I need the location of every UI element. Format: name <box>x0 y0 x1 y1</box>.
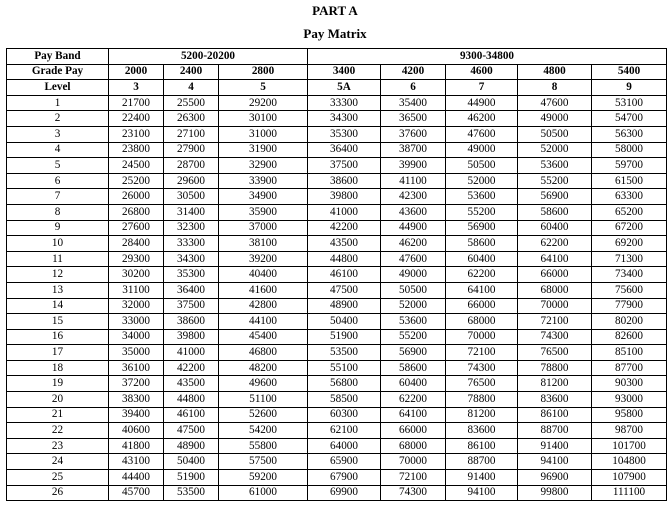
pay-cell: 93000 <box>592 392 667 408</box>
pay-cell: 42800 <box>219 298 308 314</box>
pay-cell: 58600 <box>518 204 592 220</box>
pay-band-header-2: 9300-34800 <box>308 49 667 65</box>
table-row <box>7 360 667 376</box>
pay-cell: 23100 <box>109 126 164 142</box>
table-row <box>7 329 667 345</box>
pay-cell: 101700 <box>592 438 667 454</box>
pay-cell: 24500 <box>109 158 164 174</box>
table-row <box>7 236 667 252</box>
pay-cell: 56900 <box>446 220 518 236</box>
pay-cell: 49000 <box>381 267 446 283</box>
pay-cell: 60400 <box>381 376 446 392</box>
table-row <box>7 204 667 220</box>
pay-cell: 50400 <box>308 314 381 330</box>
pay-cell: 44900 <box>381 220 446 236</box>
pay-cell: 36100 <box>109 360 164 376</box>
pay-cell: 44400 <box>109 470 164 486</box>
pay-cell: 50500 <box>446 158 518 174</box>
pay-cell: 61500 <box>592 173 667 189</box>
level-row <box>7 80 667 96</box>
pay-cell: 69900 <box>308 485 381 501</box>
pay-cell: 33000 <box>109 314 164 330</box>
pay-cell: 58600 <box>381 360 446 376</box>
pay-cell: 26000 <box>109 189 164 205</box>
level-header: 5 <box>219 80 308 96</box>
row-index-cell: 14 <box>7 298 109 314</box>
pay-cell: 62200 <box>381 392 446 408</box>
row-index-cell: 6 <box>7 173 109 189</box>
pay-cell: 66000 <box>518 267 592 283</box>
row-index-cell: 7 <box>7 189 109 205</box>
pay-cell: 53600 <box>518 158 592 174</box>
pay-cell: 49000 <box>446 142 518 158</box>
pay-cell: 35300 <box>164 267 219 283</box>
pay-cell: 42200 <box>308 220 381 236</box>
table-row <box>7 454 667 470</box>
pay-band-label: Pay Band <box>7 49 109 65</box>
pay-cell: 48900 <box>308 298 381 314</box>
pay-cell: 43100 <box>109 454 164 470</box>
table-row <box>7 485 667 501</box>
pay-cell: 91400 <box>518 438 592 454</box>
pay-cell: 28700 <box>164 158 219 174</box>
table-row <box>7 251 667 267</box>
pay-cell: 36400 <box>164 282 219 298</box>
pay-cell: 36500 <box>381 111 446 127</box>
pay-cell: 33900 <box>219 173 308 189</box>
pay-cell: 66000 <box>446 298 518 314</box>
pay-cell: 64100 <box>518 251 592 267</box>
row-index-cell: 1 <box>7 95 109 111</box>
pay-cell: 88700 <box>518 423 592 439</box>
pay-cell: 80200 <box>592 314 667 330</box>
level-header: 9 <box>592 80 667 96</box>
pay-cell: 44800 <box>308 251 381 267</box>
row-index-cell: 4 <box>7 142 109 158</box>
pay-cell: 55200 <box>381 329 446 345</box>
pay-cell: 56900 <box>381 345 446 361</box>
pay-cell: 46100 <box>308 267 381 283</box>
pay-cell: 68000 <box>381 438 446 454</box>
pay-cell: 31400 <box>164 204 219 220</box>
pay-cell: 28400 <box>109 236 164 252</box>
pay-cell: 39900 <box>381 158 446 174</box>
pay-cell: 30100 <box>219 111 308 127</box>
pay-cell: 111100 <box>592 485 667 501</box>
pay-cell: 74300 <box>381 485 446 501</box>
pay-cell: 52600 <box>219 407 308 423</box>
pay-cell: 37600 <box>381 126 446 142</box>
pay-cell: 46100 <box>164 407 219 423</box>
pay-cell: 70000 <box>381 454 446 470</box>
row-index-cell: 22 <box>7 423 109 439</box>
pay-cell: 69200 <box>592 236 667 252</box>
pay-cell: 66000 <box>381 423 446 439</box>
row-index-cell: 2 <box>7 111 109 127</box>
pay-cell: 52000 <box>446 173 518 189</box>
pay-cell: 31900 <box>219 142 308 158</box>
pay-cell: 58000 <box>592 142 667 158</box>
pay-cell: 38300 <box>109 392 164 408</box>
grade-pay-header: 3400 <box>308 64 381 80</box>
pay-cell: 98700 <box>592 423 667 439</box>
pay-cell: 72100 <box>446 345 518 361</box>
pay-cell: 26800 <box>109 204 164 220</box>
row-index-cell: 12 <box>7 267 109 283</box>
pay-cell: 41000 <box>308 204 381 220</box>
pay-cell: 90300 <box>592 376 667 392</box>
pay-cell: 59700 <box>592 158 667 174</box>
pay-cell: 39400 <box>109 407 164 423</box>
table-row <box>7 282 667 298</box>
pay-cell: 42200 <box>164 360 219 376</box>
pay-cell: 56300 <box>592 126 667 142</box>
table-row <box>7 95 667 111</box>
table-row <box>7 314 667 330</box>
pay-cell: 49600 <box>219 376 308 392</box>
pay-cell: 56900 <box>518 189 592 205</box>
pay-cell: 76500 <box>446 376 518 392</box>
pay-cell: 55200 <box>446 204 518 220</box>
pay-cell: 44100 <box>219 314 308 330</box>
row-index-cell: 16 <box>7 329 109 345</box>
row-index-cell: 11 <box>7 251 109 267</box>
pay-matrix-table <box>6 48 667 501</box>
pay-cell: 95800 <box>592 407 667 423</box>
table-row <box>7 298 667 314</box>
grade-pay-header: 2400 <box>164 64 219 80</box>
pay-cell: 52000 <box>381 298 446 314</box>
pay-cell: 36400 <box>308 142 381 158</box>
pay-cell: 81200 <box>518 376 592 392</box>
pay-cell: 72100 <box>381 470 446 486</box>
pay-cell: 46200 <box>446 111 518 127</box>
table-row <box>7 423 667 439</box>
pay-cell: 44800 <box>164 392 219 408</box>
pay-matrix-body <box>7 95 667 500</box>
pay-cell: 41600 <box>219 282 308 298</box>
pay-cell: 51900 <box>164 470 219 486</box>
pay-cell: 77900 <box>592 298 667 314</box>
row-index-cell: 24 <box>7 454 109 470</box>
pay-cell: 33300 <box>308 95 381 111</box>
table-row <box>7 111 667 127</box>
row-index-cell: 9 <box>7 220 109 236</box>
pay-cell: 43500 <box>164 376 219 392</box>
pay-cell: 48900 <box>164 438 219 454</box>
level-header: 4 <box>164 80 219 96</box>
pay-cell: 37000 <box>219 220 308 236</box>
table-row <box>7 126 667 142</box>
pay-cell: 86100 <box>518 407 592 423</box>
table-row <box>7 142 667 158</box>
pay-cell: 67900 <box>308 470 381 486</box>
pay-cell: 53100 <box>592 95 667 111</box>
table-row <box>7 158 667 174</box>
pay-cell: 34300 <box>164 251 219 267</box>
pay-cell: 83600 <box>446 423 518 439</box>
pay-cell: 39800 <box>164 329 219 345</box>
grade-pay-header: 2000 <box>109 64 164 80</box>
table-row <box>7 220 667 236</box>
pay-cell: 27600 <box>109 220 164 236</box>
row-index-cell: 23 <box>7 438 109 454</box>
pay-cell: 63300 <box>592 189 667 205</box>
pay-cell: 55200 <box>518 173 592 189</box>
pay-cell: 55100 <box>308 360 381 376</box>
pay-cell: 49000 <box>518 111 592 127</box>
pay-cell: 50500 <box>518 126 592 142</box>
pay-cell: 64100 <box>446 282 518 298</box>
pay-cell: 35000 <box>109 345 164 361</box>
grade-pay-header: 5400 <box>592 64 667 80</box>
pay-cell: 35400 <box>381 95 446 111</box>
pay-cell: 72100 <box>518 314 592 330</box>
pay-cell: 48200 <box>219 360 308 376</box>
pay-cell: 43600 <box>381 204 446 220</box>
pay-cell: 62100 <box>308 423 381 439</box>
pay-cell: 32300 <box>164 220 219 236</box>
pay-cell: 65900 <box>308 454 381 470</box>
pay-cell: 70000 <box>518 298 592 314</box>
table-row <box>7 438 667 454</box>
pay-cell: 54200 <box>219 423 308 439</box>
level-header: 3 <box>109 80 164 96</box>
table-row <box>7 470 667 486</box>
level-header: 6 <box>381 80 446 96</box>
pay-cell: 81200 <box>446 407 518 423</box>
pay-cell: 27100 <box>164 126 219 142</box>
table-row <box>7 407 667 423</box>
pay-cell: 46200 <box>381 236 446 252</box>
pay-cell: 75600 <box>592 282 667 298</box>
pay-cell: 91400 <box>446 470 518 486</box>
pay-cell: 31100 <box>109 282 164 298</box>
pay-cell: 42300 <box>381 189 446 205</box>
pay-cell: 22400 <box>109 111 164 127</box>
pay-cell: 104800 <box>592 454 667 470</box>
pay-cell: 73400 <box>592 267 667 283</box>
pay-cell: 71300 <box>592 251 667 267</box>
table-row <box>7 345 667 361</box>
pay-cell: 37500 <box>308 158 381 174</box>
pay-cell: 29200 <box>219 95 308 111</box>
row-index-cell: 26 <box>7 485 109 501</box>
pay-cell: 53600 <box>446 189 518 205</box>
pay-band-header-1: 5200-20200 <box>109 49 308 65</box>
row-index-cell: 13 <box>7 282 109 298</box>
pay-cell: 37200 <box>109 376 164 392</box>
pay-cell: 33300 <box>164 236 219 252</box>
pay-cell: 41100 <box>381 173 446 189</box>
pay-cell: 47500 <box>164 423 219 439</box>
pay-cell: 30200 <box>109 267 164 283</box>
grade-pay-header: 4800 <box>518 64 592 80</box>
pay-cell: 60300 <box>308 407 381 423</box>
row-index-cell: 25 <box>7 470 109 486</box>
pay-cell: 34900 <box>219 189 308 205</box>
pay-cell: 41800 <box>109 438 164 454</box>
pay-cell: 94100 <box>518 454 592 470</box>
pay-cell: 45400 <box>219 329 308 345</box>
grade-pay-header: 4600 <box>446 64 518 80</box>
pay-cell: 68000 <box>446 314 518 330</box>
grade-pay-label: Grade Pay <box>7 64 109 80</box>
row-index-cell: 10 <box>7 236 109 252</box>
pay-cell: 26300 <box>164 111 219 127</box>
pay-cell: 60400 <box>446 251 518 267</box>
pay-cell: 34000 <box>109 329 164 345</box>
pay-cell: 96900 <box>518 470 592 486</box>
pay-cell: 27900 <box>164 142 219 158</box>
pay-cell: 46800 <box>219 345 308 361</box>
pay-cell: 47600 <box>518 95 592 111</box>
row-index-cell: 21 <box>7 407 109 423</box>
pay-cell: 41000 <box>164 345 219 361</box>
pay-cell: 74300 <box>446 360 518 376</box>
pay-cell: 62200 <box>518 236 592 252</box>
pay-cell: 53500 <box>164 485 219 501</box>
pay-cell: 58600 <box>446 236 518 252</box>
pay-cell: 78800 <box>446 392 518 408</box>
pay-cell: 53500 <box>308 345 381 361</box>
pay-cell: 38600 <box>308 173 381 189</box>
grade-pay-header: 4200 <box>381 64 446 80</box>
pay-cell: 64100 <box>381 407 446 423</box>
pay-cell: 44900 <box>446 95 518 111</box>
pay-cell: 21700 <box>109 95 164 111</box>
pay-matrix-title: Pay Matrix <box>303 26 367 41</box>
level-label: Level <box>7 80 109 96</box>
pay-cell: 55800 <box>219 438 308 454</box>
pay-cell: 47600 <box>381 251 446 267</box>
pay-cell: 94100 <box>446 485 518 501</box>
pay-cell: 37500 <box>164 298 219 314</box>
pay-cell: 40400 <box>219 267 308 283</box>
pay-cell: 59200 <box>219 470 308 486</box>
row-index-cell: 17 <box>7 345 109 361</box>
pay-cell: 47600 <box>446 126 518 142</box>
pay-cell: 30500 <box>164 189 219 205</box>
pay-cell: 61000 <box>219 485 308 501</box>
row-index-cell: 18 <box>7 360 109 376</box>
pay-cell: 76500 <box>518 345 592 361</box>
pay-cell: 87700 <box>592 360 667 376</box>
pay-cell: 56800 <box>308 376 381 392</box>
row-index-cell: 15 <box>7 314 109 330</box>
pay-cell: 47500 <box>308 282 381 298</box>
pay-cell: 74300 <box>518 329 592 345</box>
pay-cell: 50400 <box>164 454 219 470</box>
pay-cell: 35900 <box>219 204 308 220</box>
row-index-cell: 8 <box>7 204 109 220</box>
level-header: 8 <box>518 80 592 96</box>
pay-cell: 40600 <box>109 423 164 439</box>
pay-cell: 67200 <box>592 220 667 236</box>
pay-cell: 82600 <box>592 329 667 345</box>
pay-cell: 53600 <box>381 314 446 330</box>
table-row <box>7 189 667 205</box>
pay-cell: 51100 <box>219 392 308 408</box>
grade-pay-row <box>7 64 667 80</box>
grade-pay-header: 2800 <box>219 64 308 80</box>
pay-cell: 32900 <box>219 158 308 174</box>
pay-cell: 43500 <box>308 236 381 252</box>
pay-cell: 38100 <box>219 236 308 252</box>
table-row <box>7 376 667 392</box>
pay-cell: 39200 <box>219 251 308 267</box>
pay-cell: 83600 <box>518 392 592 408</box>
pay-cell: 39800 <box>308 189 381 205</box>
pay-cell: 62200 <box>446 267 518 283</box>
pay-cell: 51900 <box>308 329 381 345</box>
pay-cell: 52000 <box>518 142 592 158</box>
pay-cell: 58500 <box>308 392 381 408</box>
pay-cell: 68000 <box>518 282 592 298</box>
pay-cell: 60400 <box>518 220 592 236</box>
pay-cell: 65200 <box>592 204 667 220</box>
pay-cell: 54700 <box>592 111 667 127</box>
pay-cell: 29600 <box>164 173 219 189</box>
level-header: 5A <box>308 80 381 96</box>
pay-cell: 23800 <box>109 142 164 158</box>
level-header: 7 <box>446 80 518 96</box>
pay-cell: 88700 <box>446 454 518 470</box>
pay-cell: 57500 <box>219 454 308 470</box>
row-index-cell: 5 <box>7 158 109 174</box>
pay-cell: 29300 <box>109 251 164 267</box>
pay-cell: 38600 <box>164 314 219 330</box>
pay-cell: 107900 <box>592 470 667 486</box>
pay-cell: 99800 <box>518 485 592 501</box>
pay-cell: 85100 <box>592 345 667 361</box>
pay-cell: 64000 <box>308 438 381 454</box>
pay-cell: 25500 <box>164 95 219 111</box>
pay-cell: 70000 <box>446 329 518 345</box>
pay-cell: 32000 <box>109 298 164 314</box>
row-index-cell: 19 <box>7 376 109 392</box>
pay-band-row <box>7 49 667 65</box>
row-index-cell: 3 <box>7 126 109 142</box>
pay-cell: 45700 <box>109 485 164 501</box>
pay-cell: 50500 <box>381 282 446 298</box>
pay-cell: 38700 <box>381 142 446 158</box>
pay-cell: 78800 <box>518 360 592 376</box>
pay-cell: 34300 <box>308 111 381 127</box>
row-index-cell: 20 <box>7 392 109 408</box>
table-row <box>7 392 667 408</box>
table-row <box>7 267 667 283</box>
pay-cell: 31000 <box>219 126 308 142</box>
pay-cell: 86100 <box>446 438 518 454</box>
table-row <box>7 173 667 189</box>
pay-cell: 25200 <box>109 173 164 189</box>
pay-cell: 35300 <box>308 126 381 142</box>
part-title: PART A <box>312 3 358 18</box>
